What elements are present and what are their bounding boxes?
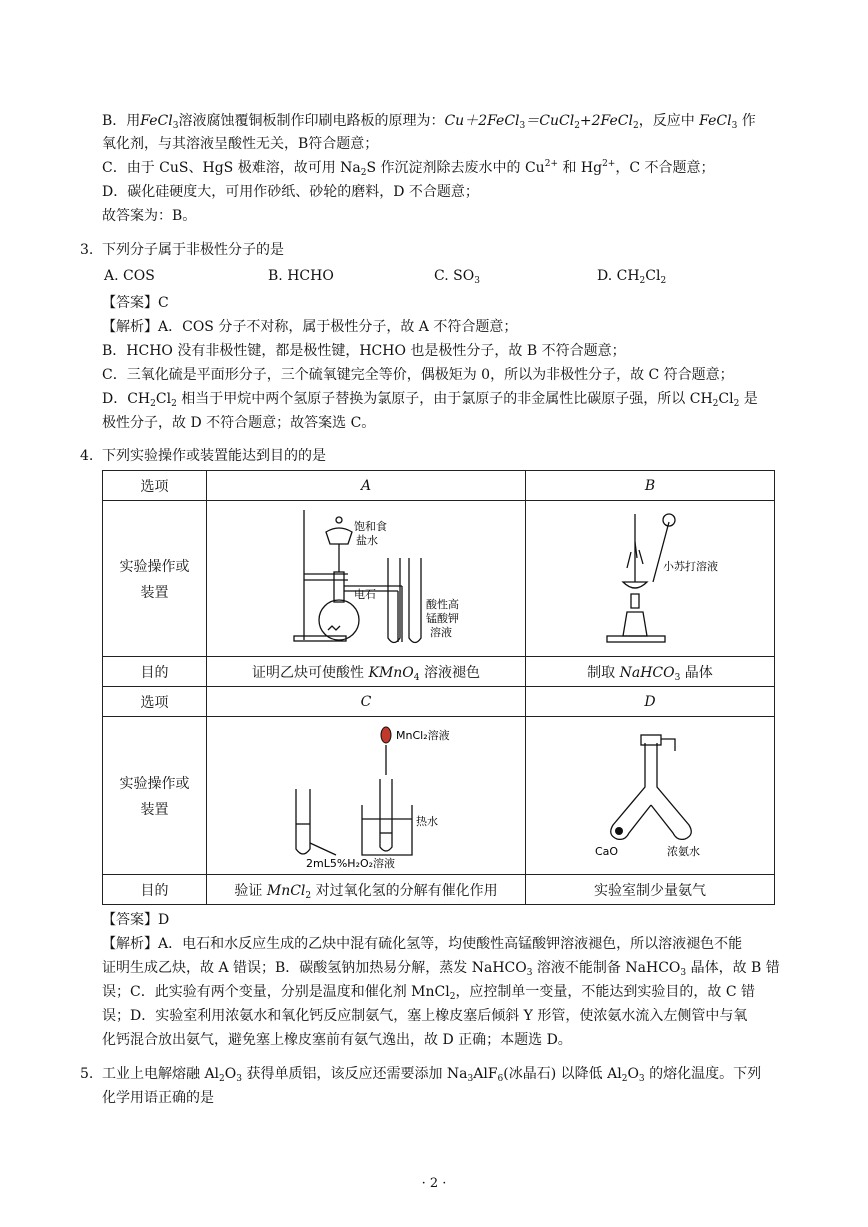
q3-analysis-4: D．$CH_2Cl_2$ 相当于甲烷中两个氢原子替换为氯原子，由于氯原子的非金属性比碳原子强，所以 $CH_2Cl_2$ 是 [102,391,758,409]
prev-line-4: D．碳化硅硬度大，可用作砂纸、砂轮的磨料，D 不合题意； [102,184,479,200]
apparatus-a [207,501,526,657]
header-a: A [207,471,526,501]
header-b: B [526,471,775,501]
purpose-d: 实验室制少量氨气 [526,875,775,905]
q3-analysis-2: B．HCHO 没有非极性键，都是极性键，HCHO 也是极性分子，故 B 不符合题意； [102,343,626,359]
label-saturated-brine-1: 饱和食 [354,519,387,533]
prev-line-3: C．由于 CuS、HgS 极难溶，故可用 $Na_2S$ 作沉淀剂除去废水中的 $Cu^{2+}$ 和 $Hg^{2+}$，C 不合题意； [102,159,715,178]
row-purpose-1: 目的 [103,657,207,687]
label-saturated-brine-2: 盐水 [356,533,378,547]
header-d: D [526,687,775,717]
q4-analysis-3: 误；C．此实验有两个变量，分别是温度和催化剂 MnCl$_2$，应控制单一变量，不能达到实验目的，故 C 错 [102,984,756,1002]
q3-stem: 3. 下列分子属于非极性分子的是 [80,242,284,258]
apparatus-c [207,717,526,875]
q3-analysis-5: 极性分子，故 D 不符合题意；故答案选 C。 [102,415,376,431]
label-hot-water: 热水 [416,814,438,828]
apparatus-d-diagram [535,719,765,869]
row-purpose-2: 目的 [103,875,207,905]
prev-line-1: B．用FeCl$_3$溶液腐蚀覆铜板制作印刷电路板的原理为：Cu＋2FeCl$_3$＝CuCl$_2$+2FeCl$_2$，反应中 FeCl$_3$ 作 [102,113,756,131]
q3-option-b: B. HCHO [268,268,334,284]
label-calcium-carbide: 电石 [354,587,376,601]
apparatus-a-diagram [216,502,516,652]
label-mncl2-solution: MnCl₂溶液 [396,728,450,742]
q3-answer: 【答案】C [102,295,169,311]
row-label-apparatus-1: 实验操作或 装置 [103,501,207,657]
label-baking-soda: 小苏打溶液 [663,559,718,573]
apparatus-c-diagram [216,719,516,869]
q3-analysis-1: 【解析】A．COS 分子不对称，属于极性分子，故 A 不符合题意； [102,319,518,335]
apparatus-d [526,717,775,875]
q4-analysis-5: 化钙混合放出氨气，避免塞上橡皮塞前有氨气逸出，故 D 正确；本题选 D。 [102,1032,572,1048]
row-label-apparatus-2: 实验操作或 装置 [103,717,207,875]
q3-analysis-3: C．三氧化硫是平面形分子，三个硫氧键完全等价，偶极矩为 0，所以为非极性分子，故 C 符合题意； [102,367,734,383]
purpose-b: 制取 NaHCO$_3$ 晶体 [526,657,775,687]
label-kmno4-2: 锰酸钾 [426,611,459,625]
label-cao: CaO [595,844,619,858]
q5-stem-2: 化学用语正确的是 [102,1090,214,1106]
q3-option-a: A. COS [104,268,155,284]
q4-analysis-1: 【解析】A．电石和水反应生成的乙炔中混有硫化氢等，均使酸性高锰酸钾溶液褪色，所以溶液褪色不能 [102,936,743,952]
purpose-c: 验证 MnCl$_2$ 对过氧化氢的分解有催化作用 [207,875,526,905]
apparatus-b-diagram [535,502,765,652]
prev-line-5: 故答案为：B。 [102,208,197,224]
header-option: 选项 [103,471,207,501]
q4-analysis-2: 证明生成乙炔，故 A 错误；B．碳酸氢钠加热易分解，蒸发 NaHCO$_3$ 溶液不能制备 NaHCO$_3$ 晶体，故 B 错 [102,960,780,978]
label-kmno4-1: 酸性高 [426,597,459,611]
header-option-2: 选项 [103,687,207,717]
q5-stem-1: 5. 工业上电解熔融 $Al_2O_3$ 获得单质铝，该反应还需要添加 $Na_3AlF_6$(冰晶石) 以降低 $Al_2O_3$ 的熔化温度。下列 [80,1066,762,1084]
apparatus-b [526,501,775,657]
label-h2o2-solution: 2mL5%H₂O₂溶液 [306,856,396,869]
q4-answer: 【答案】D [102,912,170,928]
experiment-table [102,470,775,905]
page-number: · 2 · [421,1176,447,1191]
purpose-a: 证明乙炔可使酸性 KMnO$_4$ 溶液褪色 [207,657,526,687]
q4-analysis-4: 误；D．实验室利用浓氨水和氧化钙反应制氨气，塞上橡皮塞后倾斜 Y 形管，使浓氨水流入左侧管中与氧 [102,1008,748,1024]
header-c: C [207,687,526,717]
prev-line-2: 氧化剂，与其溶液呈酸性无关，B符合题意； [102,136,379,152]
label-kmno4-3: 溶液 [430,625,452,639]
q3-option-d: D. $CH_2Cl_2$ [597,268,667,286]
label-concentrated-ammonia: 浓氨水 [667,844,700,858]
q4-stem: 4. 下列实验操作或装置能达到目的的是 [80,448,326,464]
q3-option-c: C. $SO_3$ [434,268,480,286]
